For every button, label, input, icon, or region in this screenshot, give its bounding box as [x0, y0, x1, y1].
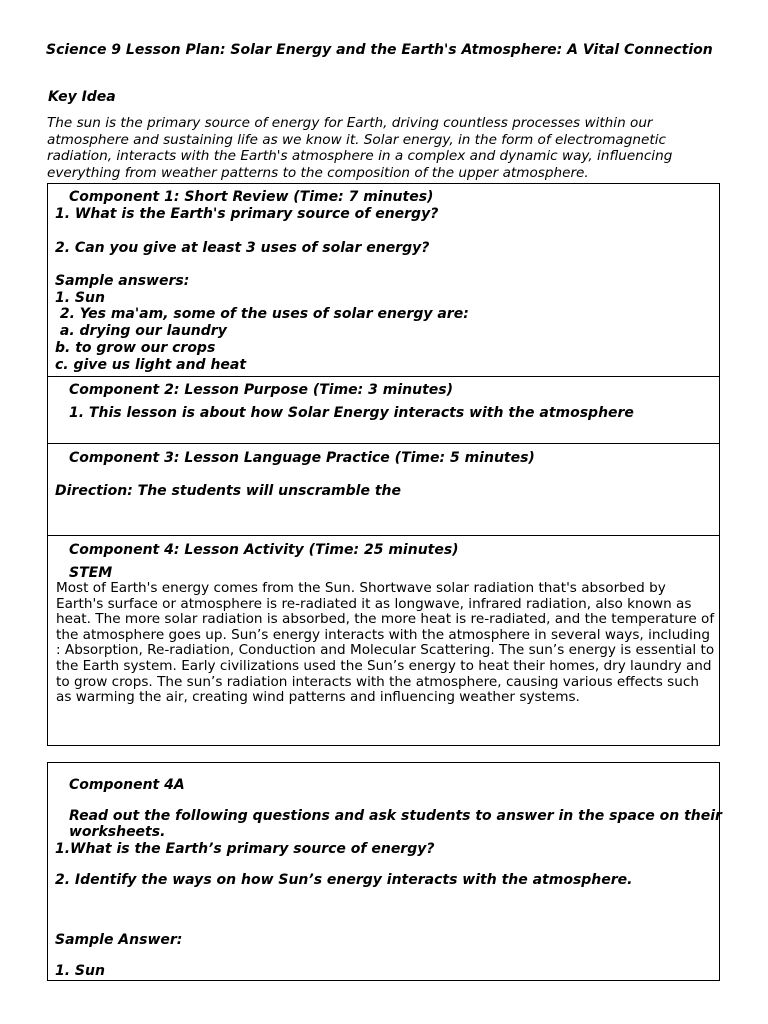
component-4a-sample-label: Sample Answer: — [55, 932, 183, 948]
component-2-heading: Component 2: Lesson Purpose (Time: 3 minutes) — [69, 382, 454, 398]
component-4a-question-1: 1.What is the Earth’s primary source of energy? — [55, 841, 435, 857]
sample-answer-1: 1. Sun — [55, 290, 105, 306]
component-3-heading: Component 3: Lesson Language Practice (Time: 5 minutes) — [69, 450, 535, 466]
component-1-cell — [48, 184, 719, 377]
sample-answer-2a: a. drying our laundry — [55, 323, 227, 339]
component-4a-instruction-line-1: Read out the following questions and ask students to answer in the space on their — [69, 808, 722, 824]
component-4a-table — [47, 762, 720, 981]
review-question-2: 2. Can you give at least 3 uses of solar energy? — [55, 240, 430, 256]
component-4-heading: Component 4: Lesson Activity (Time: 25 minutes) — [69, 542, 459, 558]
lesson-activity-text: Most of Earth's energy comes from the Sun. Shortwave solar radiation that's absorbed by Earth's surface or atmosphere is re-radiated it as longwave, infrared radiation, also known as heat. The more solar radiation is absorbed, the more heat is re-radiated, and the temperature of the atmosphere goes up. Sun’s energy interacts with the atmosphere in several ways, including : Absorption, Re-radiation, Conduction and Molecular Scattering. The sun’s energy is essential to the Earth system. Early civilizations used the Sun’s energy to heat their homes, dry laundry and to grow crops. The sun’s radiation interacts with the atmosphere, causing various effects such as warming the air, creating wind patterns and influencing weather systems. — [56, 580, 715, 706]
component-4a-sample-answer-1: 1. Sun — [55, 963, 105, 979]
component-2-cell — [48, 377, 719, 444]
component-1-heading: Component 1: Short Review (Time: 7 minutes) — [69, 189, 434, 205]
component-3-cell — [48, 444, 719, 536]
stem-label: STEM — [69, 565, 113, 581]
language-practice-direction: Direction: The students will unscramble the — [55, 483, 401, 499]
sample-answer-2: 2. Yes ma'am, some of the uses of solar energy are: — [55, 306, 469, 322]
component-4a-instruction-line-2: worksheets. — [69, 824, 166, 840]
key-idea-heading: Key Idea — [48, 89, 116, 105]
lesson-purpose-item: 1. This lesson is about how Solar Energy interacts with the atmosphere — [69, 405, 634, 421]
sample-answer-2c: c. give us light and heat — [55, 357, 247, 373]
lesson-components-table — [47, 183, 720, 746]
component-4-cell — [48, 536, 719, 745]
document-title: Science 9 Lesson Plan: Solar Energy and the Earth's Atmosphere: A Vital Connection — [46, 42, 713, 58]
key-idea-text: The sun is the primary source of energy for Earth, driving countless processes within our atmosphere and sustaining life as we know it. Solar energy, in the form of electromagnetic radiation, interacts with the Earth's atmosphere in a complex and dynamic way, influencing everything from weather patterns to the composition of the upper atmosphere. — [47, 115, 673, 182]
component-4a-heading: Component 4A — [69, 777, 185, 793]
review-question-1: 1. What is the Earth's primary source of energy? — [55, 206, 439, 222]
sample-answer-2b: b. to grow our crops — [55, 340, 216, 356]
component-4a-question-2: 2. Identify the ways on how Sun’s energy interacts with the atmosphere. — [55, 872, 633, 888]
sample-answers-label: Sample answers: — [55, 273, 190, 289]
